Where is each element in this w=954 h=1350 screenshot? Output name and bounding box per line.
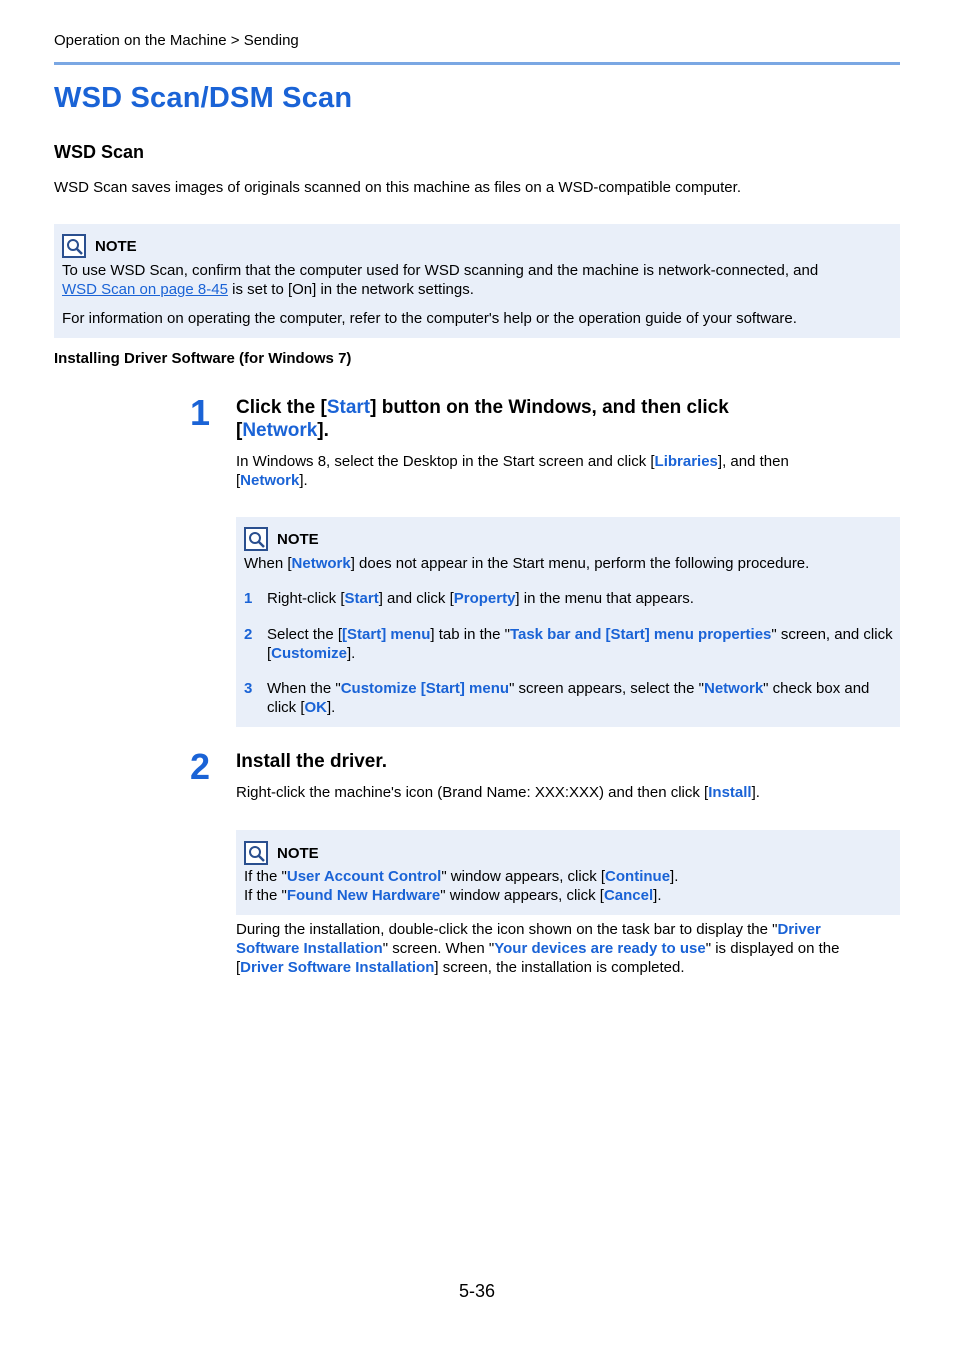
note-box-step2 bbox=[236, 830, 900, 915]
note-intro: When [Network] does not appear in the Start menu, perform the following procedure. bbox=[244, 555, 810, 572]
step2-title: Install the driver. bbox=[236, 751, 387, 772]
step-number-2: 2 bbox=[190, 746, 211, 787]
header-rule bbox=[54, 62, 900, 65]
breadcrumb: Operation on the Machine > Sending bbox=[54, 32, 299, 49]
section-title: WSD Scan bbox=[54, 142, 145, 162]
step1-title: Click the [Start] button on the Windows, and then click [Network]. bbox=[236, 397, 729, 441]
note-header bbox=[62, 234, 137, 258]
step2-followup: During the installation, double-click the icon shown on the task bar to display the "Driver Software Installation" screen. When "Your devices are ready to use" is displayed on the [Driver Software Installation] screen, the installation is completed. bbox=[236, 921, 840, 976]
wsd-scan-page-link[interactable]: WSD Scan on page 8-45 bbox=[62, 281, 228, 298]
page-number: 5-36 bbox=[458, 1281, 496, 1301]
note-label: NOTE bbox=[277, 530, 319, 548]
note-label: NOTE bbox=[277, 844, 319, 862]
note-box-wsd bbox=[54, 224, 900, 338]
sub-step-list bbox=[244, 589, 894, 717]
section-intro: WSD Scan saves images of originals scanned on this machine as files on a WSD-compatible computer. bbox=[54, 179, 741, 196]
step2-body: Right-click the machine's icon (Brand Name: XXX:XXX) and then click [Install]. bbox=[236, 784, 760, 801]
note-magnifier-icon bbox=[62, 234, 86, 258]
note-lines: If the "User Account Control" window appears, click [Continue]. If the "Found New Hardware" window appears, click [Cancel]. bbox=[244, 868, 679, 904]
note-label: NOTE bbox=[95, 237, 137, 255]
note-header bbox=[244, 527, 319, 551]
note-magnifier-icon bbox=[244, 527, 268, 551]
step1-body: In Windows 8, select the Desktop in the Start screen and click [Libraries], and then [Network]. bbox=[236, 453, 789, 489]
page-title: WSD Scan/DSM Scan bbox=[54, 82, 353, 114]
step-number-1: 1 bbox=[190, 392, 211, 433]
note-box-step1 bbox=[236, 517, 900, 727]
note-header bbox=[244, 841, 319, 865]
note-magnifier-icon bbox=[244, 841, 268, 865]
sub-step-1: 1 Right-click [Start] and click [Property] in the menu that appears. bbox=[244, 590, 694, 607]
sub-step-2: 2 Select the [[Start] menu] tab in the "Task bar and [Start] menu properties" screen, and click [Customize]. bbox=[244, 626, 893, 662]
note-paragraph-2: For information on operating the computer, refer to the computer's help or the operation guide of your software. bbox=[62, 310, 797, 327]
sub-step-3: 3 When the "Customize [Start] menu" screen appears, select the "Network" check box and click [OK]. bbox=[244, 680, 870, 716]
note-paragraph-1: To use WSD Scan, confirm that the computer used for WSD scanning and the machine is network-connected, and WSD Scan on page 8-45 is set to [On] in the network settings. bbox=[62, 262, 819, 298]
install-heading: Installing Driver Software (for Windows 7) bbox=[54, 350, 352, 367]
